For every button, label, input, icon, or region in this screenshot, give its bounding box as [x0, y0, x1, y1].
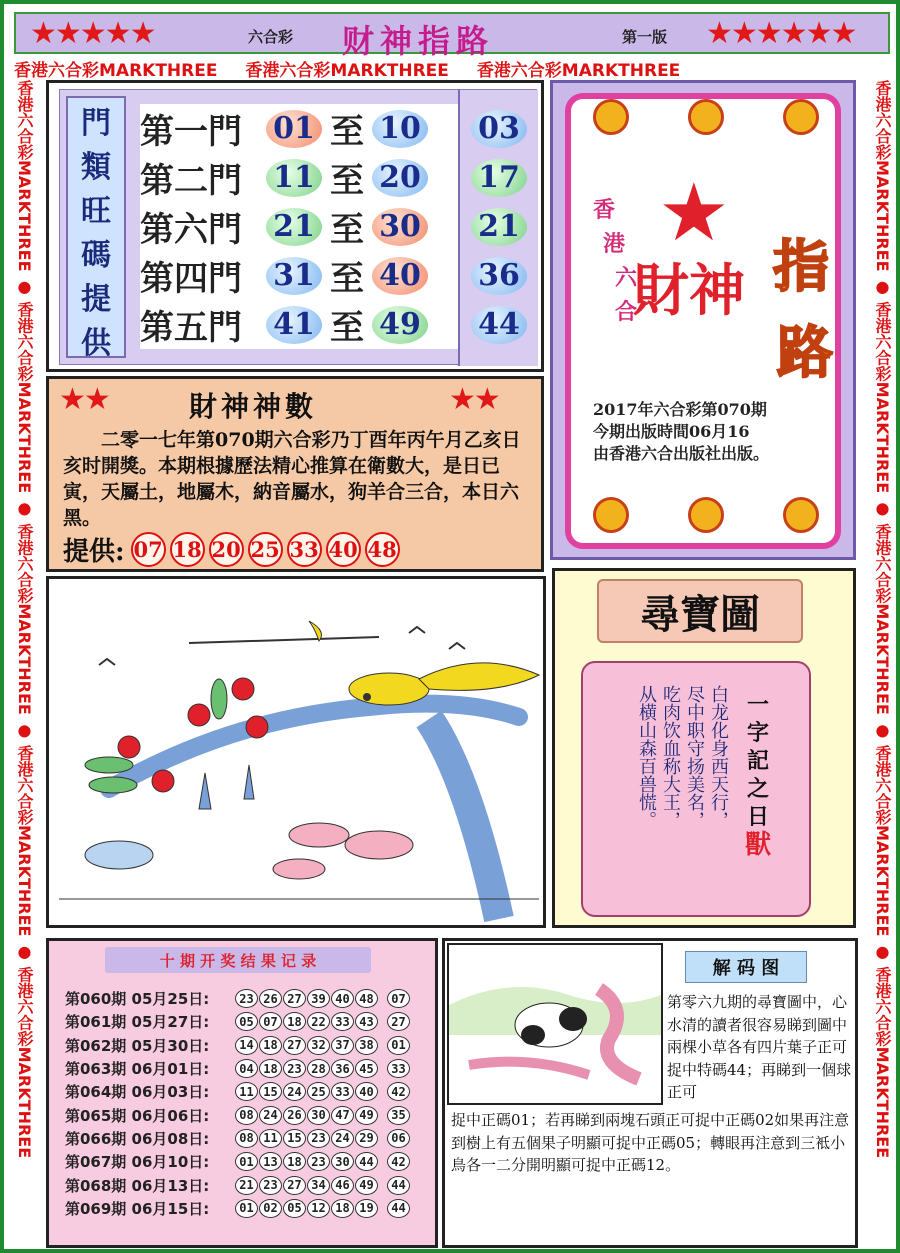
door-pick: 36: [471, 257, 527, 295]
record-num: 23: [307, 1129, 330, 1148]
record-special: 44: [387, 1199, 410, 1218]
provide-num: 33: [287, 532, 322, 567]
provide-num: 07: [131, 532, 166, 567]
records-list: [65, 987, 435, 1220]
treasure-side-char: 一: [746, 692, 769, 718]
record-num: 30: [307, 1106, 330, 1125]
door-to-word: 至: [330, 161, 364, 201]
squirrel-tree-illustration: [49, 579, 543, 925]
record-label: 第061期 05月27日:: [65, 1013, 210, 1032]
record-num: 23: [307, 1152, 330, 1171]
record-num: 01: [235, 1199, 258, 1218]
record-num: 19: [355, 1199, 378, 1218]
treasure-cols: [635, 685, 729, 829]
record-special: 44: [387, 1176, 410, 1195]
doors-inner: [59, 89, 537, 365]
record-special: 42: [387, 1082, 410, 1101]
header-stars-right: ★★★★★★: [706, 16, 856, 51]
treasure-side-char: 日: [746, 804, 769, 830]
door-to-word: 至: [330, 308, 364, 348]
numbers-stars-right: ★★: [449, 382, 499, 417]
door-row: [140, 104, 458, 153]
door-to: 40: [372, 257, 428, 295]
poster-coin-bottom: [593, 497, 819, 537]
treasure-col: 尽中职守扬美名，: [684, 685, 705, 829]
treasure-side-char: 記: [746, 748, 769, 774]
record-num: 07: [259, 1012, 282, 1031]
poster-char: 六: [615, 265, 638, 291]
decode-title: 解 码 图: [712, 958, 780, 979]
decode-text-bottom: 捉中正碼01；若再睇到兩塊石頭正可捉中正碼02如果再注意到樹上有五個果子明顯可捉中正碼05；轉眼再注意到三袛小鳥各一二分開明顯可捉中正碼12。: [451, 1111, 850, 1174]
record-row: [65, 1103, 435, 1126]
header-small-left: 六合彩: [248, 28, 294, 46]
door-to: 30: [372, 208, 428, 246]
header-title: 财神指路: [342, 22, 495, 60]
door-from: 01: [266, 110, 322, 148]
door-label: 第六門: [140, 210, 242, 250]
record-num: 23: [259, 1176, 282, 1195]
record-num: 38: [355, 1036, 378, 1055]
side-char: 門: [81, 106, 111, 141]
decode-panel: [442, 938, 858, 1248]
side-char: 供: [81, 326, 111, 361]
record-num: 40: [331, 989, 354, 1008]
record-num: 44: [355, 1152, 378, 1171]
record-num: 12: [307, 1199, 330, 1218]
record-num: 15: [259, 1082, 282, 1101]
record-num: 49: [355, 1106, 378, 1125]
numbers-stars-left: ★★: [59, 382, 109, 417]
record-row: [65, 987, 435, 1010]
record-special: 06: [387, 1129, 410, 1148]
record-special: 33: [387, 1059, 410, 1078]
side-char: 旺: [81, 194, 111, 229]
record-num: 34: [307, 1176, 330, 1195]
record-num: 22: [307, 1012, 330, 1031]
door-from: 41: [266, 306, 322, 344]
record-row: [65, 1150, 435, 1173]
record-label: 第066期 06月08日:: [65, 1129, 210, 1148]
record-num: 27: [283, 1176, 306, 1195]
record-num: 05: [283, 1199, 306, 1218]
numbers-provide: [63, 531, 404, 568]
doors-panel: [46, 80, 544, 372]
record-num: 33: [331, 1082, 354, 1101]
record-num: 47: [331, 1106, 354, 1125]
treasure-side: [741, 691, 775, 859]
door-label: 第五門: [140, 308, 242, 348]
left-strip-text-3: 香港六合彩MARKTHREE: [15, 523, 34, 715]
doors-rows: [140, 104, 458, 349]
door-from: 11: [266, 159, 322, 197]
record-num: 23: [235, 989, 258, 1008]
records-panel: [46, 938, 438, 1248]
record-label: 第068期 06月13日:: [65, 1176, 210, 1195]
record-num: 23: [283, 1059, 306, 1078]
record-num: 28: [307, 1059, 330, 1078]
records-title-box: [105, 947, 371, 973]
poster-char: 港: [603, 231, 626, 257]
poster-char: 合: [615, 299, 638, 325]
doors-picks: [458, 90, 538, 366]
left-strip-text-4: 香港六合彩MARKTHREE: [15, 744, 34, 937]
treasure-answer: 獸: [744, 830, 771, 860]
side-char: 類: [81, 150, 111, 185]
record-num: 21: [235, 1176, 258, 1195]
record-label: 第067期 06月10日:: [65, 1153, 210, 1172]
record-num: 45: [355, 1059, 378, 1078]
doors-side-title: [66, 96, 126, 361]
record-row: [65, 1080, 435, 1103]
numbers-provide-label: 提供:: [63, 537, 125, 567]
record-num: 27: [283, 1036, 306, 1055]
treasure-title: 尋寶圖: [640, 590, 760, 638]
door-label: 第二門: [140, 161, 242, 201]
door-to-word: 至: [330, 259, 364, 299]
record-num: 29: [355, 1129, 378, 1148]
record-num: 25: [307, 1082, 330, 1101]
record-label: 第060期 05月25日:: [65, 990, 210, 1009]
record-num: 24: [259, 1106, 282, 1125]
treasure-side-char: 字: [746, 720, 769, 746]
provide-num: 25: [248, 532, 283, 567]
records-title: 十 期 开 奖 结 果 记 录: [159, 951, 317, 970]
door-to: 20: [372, 159, 428, 197]
door-to: 49: [372, 306, 428, 344]
record-num: 49: [355, 1176, 378, 1195]
right-strip-text-3: 香港六合彩MARKTHREE: [873, 523, 892, 715]
header-bar: [14, 12, 890, 60]
provide-num: 48: [365, 532, 400, 567]
record-num: 24: [331, 1129, 354, 1148]
record-num: 11: [235, 1082, 258, 1101]
left-strip-text-5: 香港六合彩MARKTHREE: [15, 966, 34, 1159]
record-row: [65, 1010, 435, 1033]
left-strip-text-1: 香港六合彩MARKTHREE: [15, 80, 34, 272]
door-to-word: 至: [330, 112, 364, 152]
door-row: [140, 153, 458, 202]
record-special: 42: [387, 1152, 410, 1171]
record-label: 第064期 06月03日:: [65, 1083, 210, 1102]
door-row: [140, 202, 458, 251]
record-num: 05: [235, 1012, 258, 1031]
record-num: 40: [355, 1082, 378, 1101]
record-num: 30: [331, 1152, 354, 1171]
treasure-side-char: 之: [746, 776, 769, 802]
door-pick: 44: [471, 306, 527, 344]
record-num: 26: [283, 1106, 306, 1125]
poster-line1: 2017年六合彩第070期: [593, 400, 767, 419]
poster-info: [593, 399, 843, 465]
record-special: 01: [387, 1036, 410, 1055]
side-char: 碼: [81, 238, 111, 273]
record-num: 01: [235, 1152, 258, 1171]
door-row: [140, 300, 458, 349]
numbers-panel: [46, 376, 544, 572]
record-num: 48: [355, 989, 378, 1008]
left-strip-text-2: 香港六合彩MARKTHREE: [15, 301, 34, 494]
treasure-panel: [552, 568, 856, 928]
record-row: [65, 1057, 435, 1080]
record-label: 第065期 06月06日:: [65, 1106, 210, 1125]
record-num: 39: [307, 989, 330, 1008]
provide-num: 20: [209, 532, 244, 567]
treasure-col: 吃肉饮血称大王，: [660, 685, 681, 829]
door-row: [140, 251, 458, 300]
record-num: 04: [235, 1059, 258, 1078]
record-row: [65, 1173, 435, 1196]
provide-num: 40: [326, 532, 361, 567]
strip-text-3: 香港六合彩MARKTHREE: [476, 61, 681, 78]
record-num: 14: [235, 1036, 258, 1055]
strip-text-1: 香港六合彩MARKTHREE: [14, 61, 218, 78]
decode-text-top: 第零六九期的尋寶圖中，心水清的讀者很容易睇到圖中兩棵小草各有四片葉子正可捉中特碼44；再睇到一個球正可: [667, 993, 852, 1101]
door-pick: 17: [471, 159, 527, 197]
record-label: 第062期 05月30日:: [65, 1036, 210, 1055]
record-row: [65, 1197, 435, 1220]
record-num: 11: [259, 1129, 282, 1148]
record-special: 07: [387, 989, 410, 1008]
right-strip-text-4: 香港六合彩MARKTHREE: [873, 744, 892, 937]
treasure-title-box: [597, 579, 803, 643]
record-special: 27: [387, 1012, 410, 1031]
record-special: 35: [387, 1106, 410, 1125]
poster-side-1: 指: [773, 234, 829, 300]
door-to: 10: [372, 110, 428, 148]
record-num: 26: [259, 989, 282, 1008]
record-num: 33: [331, 1012, 354, 1031]
door-label: 第一門: [140, 112, 242, 152]
header-small-right: 第一版: [622, 28, 668, 46]
record-num: 18: [331, 1199, 354, 1218]
record-num: 18: [283, 1012, 306, 1031]
strip-text-2: 香港六合彩MARKTHREE: [245, 61, 449, 78]
record-num: 37: [331, 1036, 354, 1055]
record-num: 08: [235, 1106, 258, 1125]
record-num: 13: [259, 1152, 282, 1171]
door-to-word: 至: [330, 210, 364, 250]
door-from: 21: [266, 208, 322, 246]
numbers-body: 二零一七年第070期六合彩乃丁酉年丙午月乙亥日亥时開獎。本期根據歷法精心推算在衛數大，是日已寅，天屬土，地屬木，納音屬水，狗羊合三合，本日六黑。: [63, 429, 521, 529]
poster-main: 財神: [633, 258, 745, 324]
poster-char: 香: [593, 197, 616, 223]
treasure-col: 白龙化身西天行，: [708, 685, 729, 829]
right-strip-text-2: 香港六合彩MARKTHREE: [873, 301, 892, 494]
poster-line2: 今期出版時間06月16: [593, 422, 750, 441]
numbers-title: 財神神數: [189, 390, 318, 423]
poster-side-2: 路: [777, 320, 833, 386]
poster-panel: [550, 80, 856, 560]
treasure-col: 从横山森百兽慌。: [636, 685, 657, 829]
decode-image: [447, 943, 663, 1105]
record-num: 02: [259, 1199, 282, 1218]
record-num: 46: [331, 1176, 354, 1195]
record-num: 27: [283, 989, 306, 1008]
panda-illustration: [449, 945, 661, 1103]
record-num: 18: [259, 1036, 282, 1055]
provide-num: 18: [170, 532, 205, 567]
record-num: 36: [331, 1059, 354, 1078]
illustration-panel: [46, 576, 546, 928]
poster-star: ★: [658, 166, 730, 259]
door-pick: 03: [471, 110, 527, 148]
record-row: [65, 1127, 435, 1150]
record-label: 第069期 06月15日:: [65, 1199, 210, 1218]
record-num: 18: [283, 1152, 306, 1171]
record-num: 32: [307, 1036, 330, 1055]
door-from: 31: [266, 257, 322, 295]
record-label: 第063期 06月01日:: [65, 1060, 210, 1079]
right-strip-text-5: 香港六合彩MARKTHREE: [873, 966, 892, 1159]
right-strip: 香港六合彩MARKTHREE ● 香港六合彩MARKTHREE ● 香港六合彩MARKTHREE ● 香港六合彩MARKTHREE ● 香港六合彩MARKTHREE: [873, 80, 892, 1159]
left-strip: 香港六合彩MARKTHREE ● 香港六合彩MARKTHREE ● 香港六合彩MARKTHREE ● 香港六合彩MARKTHREE ● 香港六合彩MARKTHREE: [15, 80, 34, 1159]
record-num: 15: [283, 1129, 306, 1148]
right-strip-text-1: 香港六合彩MARKTHREE: [873, 80, 892, 272]
record-num: 43: [355, 1012, 378, 1031]
decode-title-box: [685, 951, 807, 983]
header-stars-left: ★★★★★: [30, 16, 155, 51]
side-char: 提: [81, 282, 111, 317]
poster-line3: 由香港六合出版社出版。: [593, 444, 770, 463]
door-pick: 21: [471, 208, 527, 246]
record-row: [65, 1034, 435, 1057]
door-label: 第四門: [140, 259, 242, 299]
record-num: 18: [259, 1059, 282, 1078]
top-strip: [10, 56, 898, 78]
record-num: 08: [235, 1129, 258, 1148]
poster-coin-top: [593, 99, 819, 139]
record-num: 24: [283, 1082, 306, 1101]
